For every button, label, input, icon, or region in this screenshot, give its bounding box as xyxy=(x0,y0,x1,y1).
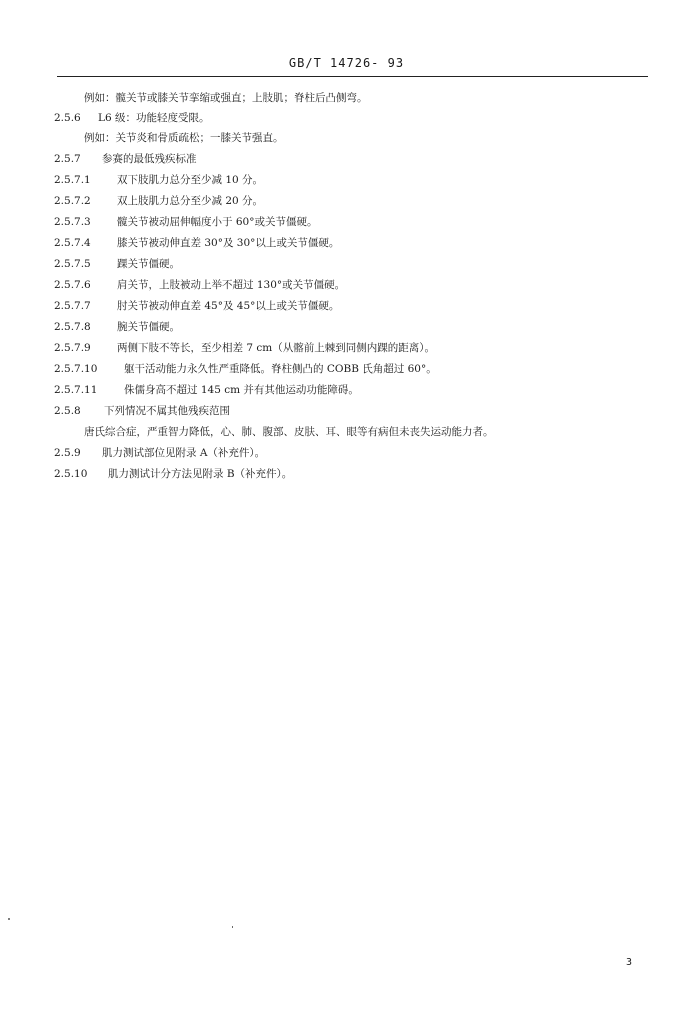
standard-code-header: GB/T 14726- 93 xyxy=(288,56,405,70)
clause-number: 2.5.7.6 xyxy=(54,279,91,291)
clause-text: 双下肢肌力总分至少减 10 分。 xyxy=(117,174,264,186)
clause-number: 2.5.7.9 xyxy=(54,342,91,354)
header-rule xyxy=(57,76,648,77)
clause-text: 腕关节僵硬。 xyxy=(117,321,180,333)
clause-text: 肌力测试部位见附录 A（补充件）。 xyxy=(102,447,266,459)
clause-text: 参赛的最低残疾标准 xyxy=(102,153,197,165)
clause-text: 髋关节被动屈伸幅度小于 60°或关节僵硬。 xyxy=(117,216,318,228)
clause-text: 肩关节，上肢被动上举不超过 130°或关节僵硬。 xyxy=(117,279,346,291)
clause-text: 侏儒身高不超过 145 cm 并有其他运动功能障碍。 xyxy=(124,384,359,396)
clause-text: 膝关节被动伸直差 30°及 30°以上或关节僵硬。 xyxy=(117,237,340,249)
clause-text: 肘关节被动伸直差 45°及 45°以上或关节僵硬。 xyxy=(117,300,340,312)
clause-number: 2.5.7.3 xyxy=(54,216,91,228)
clause-text: 双上肢肌力总分至少减 20 分。 xyxy=(117,195,264,207)
clause-number: 2.5.7.7 xyxy=(54,300,91,312)
clause-text: 下列情况不属其他残疾范围 xyxy=(104,405,230,417)
clause-number: 2.5.7.5 xyxy=(54,258,91,270)
clause-number: 2.5.7 xyxy=(54,153,81,165)
clause-number: 2.5.8 xyxy=(54,405,81,417)
clause-number: 2.5.7.1 xyxy=(54,174,91,186)
clause-number: 2.5.6 xyxy=(54,112,81,124)
clause-number: 2.5.10 xyxy=(54,468,88,480)
clause-number: 2.5.7.2 xyxy=(54,195,91,207)
clause-text: 躯干活动能力永久性严重降低。脊柱侧凸的 COBB 氏角超过 60°。 xyxy=(124,363,437,375)
clause-number: 2.5.9 xyxy=(54,447,81,459)
line-text: 唐氏综合症，严重智力降低，心、肺、腹部、皮肤、耳、眼等有病但未丧失运动能力者。 xyxy=(84,426,494,438)
clause-text: 踝关节僵硬。 xyxy=(117,258,180,270)
line-text: 例如：关节炎和骨质疏松；一膝关节强直。 xyxy=(84,132,284,144)
scan-speck xyxy=(232,926,233,928)
clause-number: 2.5.7.11 xyxy=(54,384,98,396)
clause-text: 肌力测试计分方法见附录 B（补充件）。 xyxy=(108,468,293,480)
clause-text: L6 级：功能轻度受限。 xyxy=(98,112,210,124)
clause-number: 2.5.7.8 xyxy=(54,321,91,333)
scan-speck xyxy=(8,918,10,920)
page-number: 3 xyxy=(626,957,633,968)
clause-text: 两侧下肢不等长，至少相差 7 cm（从髂前上棘到同侧内踝的距离）。 xyxy=(117,342,435,354)
clause-number: 2.5.7.4 xyxy=(54,237,91,249)
line-text: 例如：髋关节或膝关节挛缩或强直；上肢肌；脊柱后凸侧弯。 xyxy=(84,92,368,104)
clause-number: 2.5.7.10 xyxy=(54,363,98,375)
